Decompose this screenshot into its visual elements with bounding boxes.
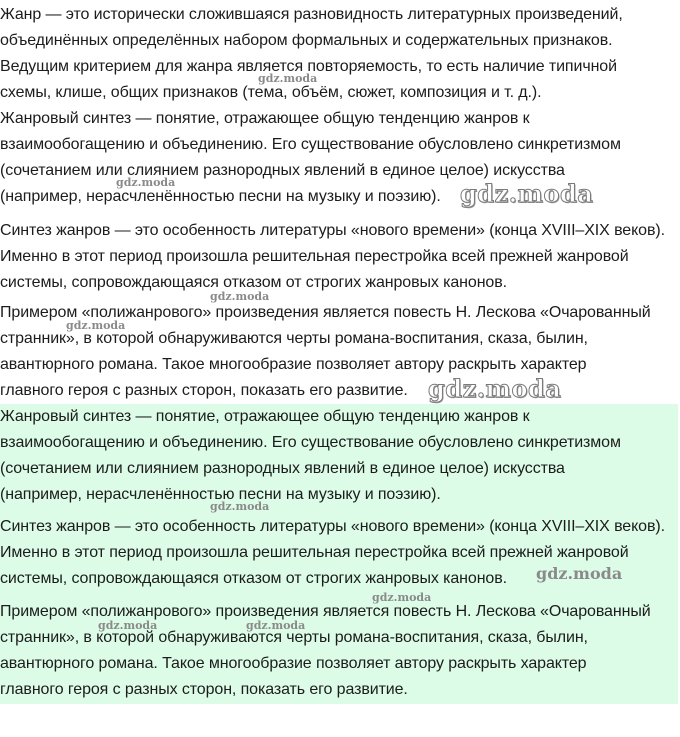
text-line: Синтез жанров — это особенность литературы «нового времени» (конца XVIII–XIX веков). [0,222,665,239]
text-line: (сочетанием или слиянием разнородных явлений в единое целое) искусства [0,460,565,477]
text-line: главного героя с разных сторон, показать его развитие. [0,681,408,698]
text-line: авантюрного романа. Такое многообразие позволяет автору раскрыть характер [0,655,587,672]
text-line: авантюрного романа. Такое многообразие позволяет автору раскрыть характер [0,356,587,373]
text-line: объединённых определённых набором формальных и содержательных признаков. [0,32,613,49]
watermark-logo: gdz.moda [98,619,158,632]
text-line: Примером «полижанрового» произведения является повесть Н. Лескова «Очарованный [0,603,651,620]
text-line: Именно в этот период произошла решительная перестройка всей прежней жанровой [0,544,629,561]
text-line: Именно в этот период произошла решительная перестройка всей прежней жанровой [0,248,629,265]
watermark-logo: gdz.moda [258,72,318,85]
text-line: Жанр — это исторически сложившаяся разновидность литературных произведений, [0,6,623,23]
watermark-logo: gdz.moda [210,290,270,303]
text-line: Синтез жанров — это особенность литературы «нового времени» (конца XVIII–XIX веков). [0,518,665,535]
text-line: взаимообогащению и объединению. Его существование обусловлено синкретизмом [0,434,621,451]
watermark-logo: gdz.moda [246,619,306,632]
text-line: Жанровый синтез — понятие, отражающее общую тенденцию жанров к [0,408,530,425]
watermark-logo: gdz.moda [428,374,562,403]
watermark-logo: gdz.moda [460,179,594,208]
text-line: странник», в которой обнаруживаются черты романа-воспитания, сказа, былин, [0,629,588,646]
text-line: взаимообогащению и объединению. Его существование обусловлено синкретизмом [0,136,621,153]
watermark-logo: gdz.moda [536,564,623,583]
text-line: (сочетанием или слиянием разнородных явлений в единое целое) искусства [0,162,565,179]
text-line: главного героя с разных сторон, показать его развитие. [0,382,408,399]
text-line: странник», в которой обнаруживаются черты романа-воспитания, сказа, былин, [0,330,588,347]
text-line: системы, сопровождающаяся отказом от строгих жанровых канонов. [0,570,507,587]
text-line: Ведущим критерием для жанра является повторяемость, то есть наличие типичной [0,58,617,75]
watermark-logo: gdz.moda [66,319,126,332]
text-line: схемы, клише, общих признаков (тема, объём, сюжет, композиция и т. д.). [0,84,542,101]
watermark-logo: gdz.moda [210,500,270,513]
text-line: Жанровый синтез — понятие, отражающее общую тенденцию жанров к [0,110,530,127]
watermark-logo: gdz.moda [372,591,432,604]
text-line: системы, сопровождающаяся отказом от строгих жанровых канонов. [0,274,507,291]
text-line: Примером «полижанрового» произведения является повесть Н. Лескова «Очарованный [0,304,651,321]
text-line: (например, нерасчленённостью песни на музыку и поэзию). [0,188,441,205]
watermark-logo: gdz.moda [116,176,176,189]
text-line: (например, нерасчленённостью песни на музыку и поэзию). [0,486,441,503]
